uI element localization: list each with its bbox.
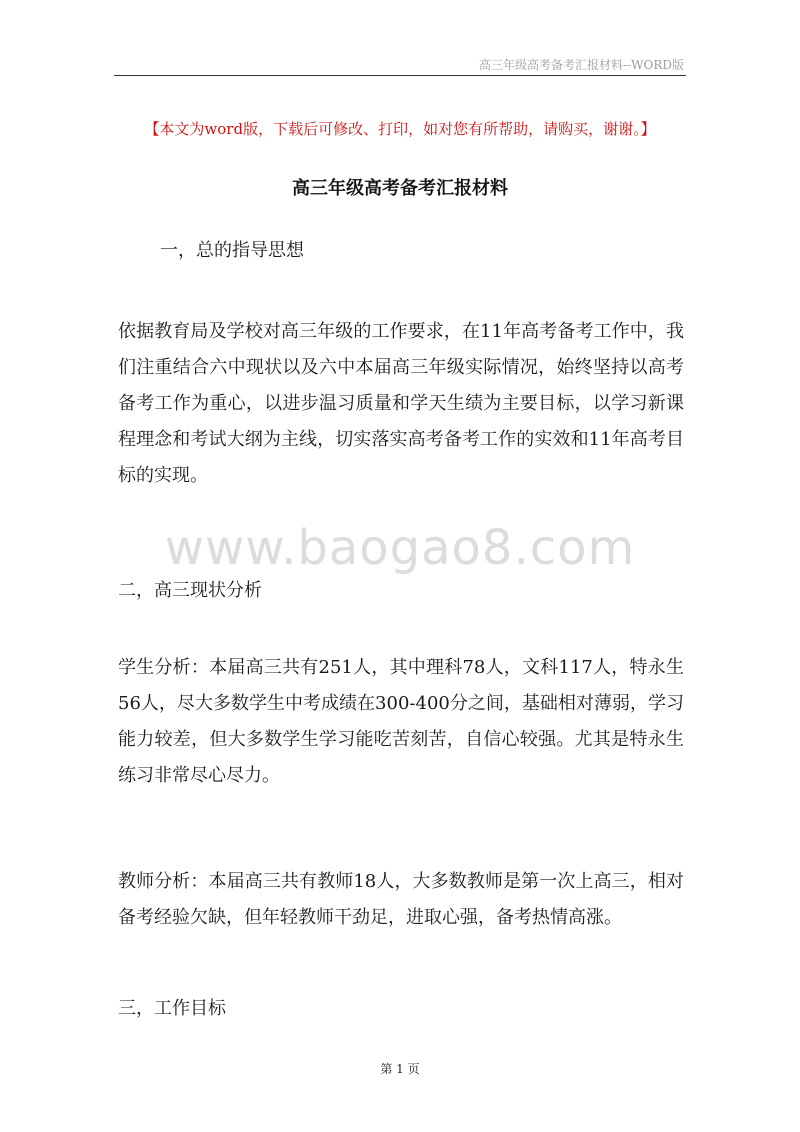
section-3-heading: 三，工作目标 xyxy=(118,998,226,1019)
students-analysis: 学生分析：本届高三共有251人，其中理科78人，文科117人，特永生56人，尽大多数学生中考成绩在300-400分之间，基础相对薄弱，学习能力较差，但大多数学生学习能吃苦刻苦，自信心较强。尤其是特永生练习非常尽心尽力。 xyxy=(118,657,684,786)
section-1-body: 依据教育局及学校对高三年级的工作要求，在11年高考备考工作中，我们注重结合六中现状以及六中本届高三年级实际情况，始终坚持以高考备考工作为重心，以进步温习质量和学天生绩为主要目标，以学习新课程理念和考试大纲为主线，切实落实高考备考工作的实效和11年高考目标的实现。 xyxy=(118,321,684,486)
teachers-analysis: 教师分析：本届高三共有教师18人，大多数教师是第一次上高三，相对备考经验欠缺，但年轻教师干劲足，进取心强，备考热情高涨。 xyxy=(118,871,684,928)
page-number: 第 1 页 xyxy=(380,1062,420,1076)
download-notice: 【本文为word版，下载后可修改、打印，如对您有所帮助，请购买，谢谢。】 xyxy=(144,120,656,138)
running-header: 高三年级高考备考汇报材料--WORD版 xyxy=(479,58,684,72)
watermark: www.baogao8.com xyxy=(164,520,636,576)
header-rule xyxy=(114,75,686,76)
section-1-heading: 一，总的指导思想 xyxy=(160,240,304,261)
document-title: 高三年级高考备考汇报材料 xyxy=(292,178,508,199)
section-2-heading: 二，高三现状分析 xyxy=(118,580,262,601)
